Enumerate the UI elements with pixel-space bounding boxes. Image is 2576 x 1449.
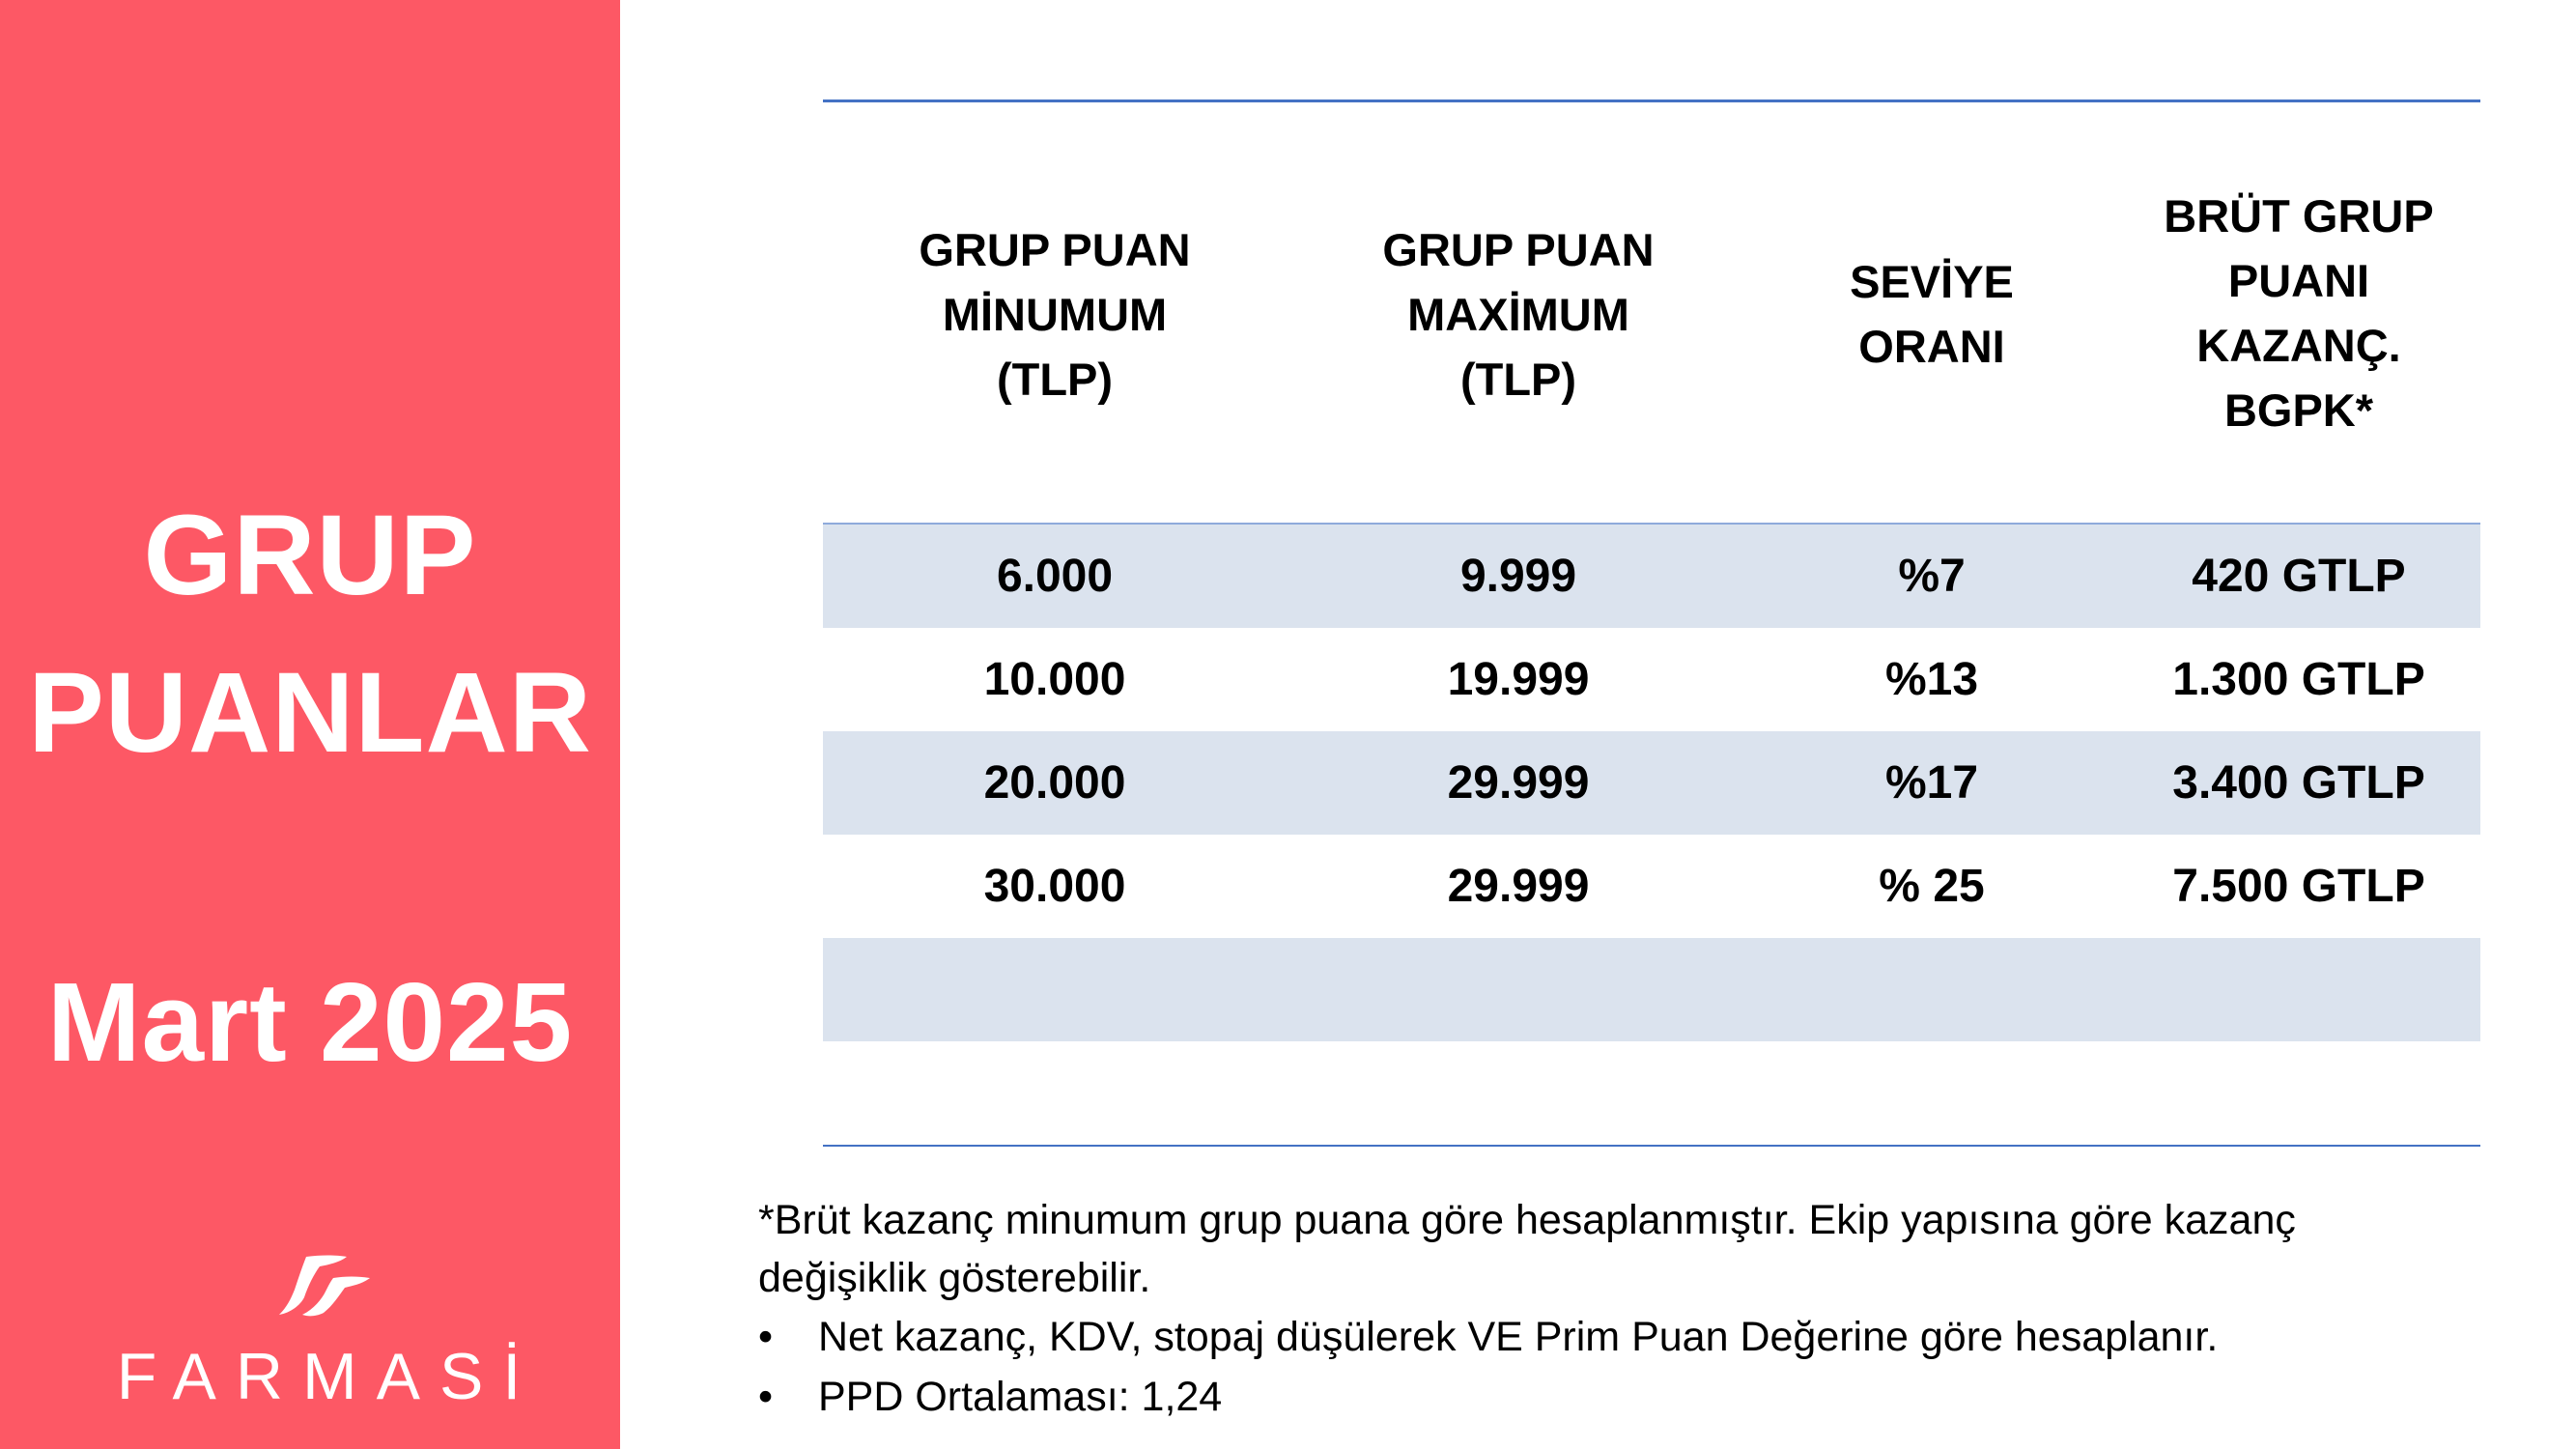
farmasi-logo-icon — [277, 1253, 372, 1317]
cell-earnings: 3.400 GTLP — [2172, 757, 2425, 809]
cell-rate: % 25 — [1879, 861, 1985, 912]
cell-max: 29.999 — [1447, 757, 1590, 809]
table-row — [823, 628, 2480, 731]
bullet-marker: • — [758, 1314, 774, 1360]
table-bottom-rule — [823, 1145, 2480, 1147]
table-row — [823, 525, 2480, 628]
table-top-rule — [823, 99, 2480, 102]
header-level-rate: SEVİYE ORANI — [1850, 256, 2014, 372]
table-row-empty — [823, 938, 2480, 1041]
period-label: Mart 2025 — [46, 959, 574, 1085]
cell-max — [1345, 938, 1692, 1041]
cell-rate: %7 — [1898, 551, 1966, 602]
cell-earnings: 420 GTLP — [2192, 551, 2406, 602]
cell-min — [881, 938, 1229, 1041]
page-title-line2: PUANLAR — [28, 649, 592, 777]
cell-max: 19.999 — [1447, 654, 1590, 705]
brand-wordmark: FARMASİ — [116, 1340, 541, 1413]
cell-max: 29.999 — [1447, 861, 1590, 912]
cell-earnings: 1.300 GTLP — [2172, 654, 2425, 705]
bullet-text: PPD Ortalaması: 1,24 — [818, 1374, 1223, 1420]
bullet-marker: • — [758, 1374, 774, 1420]
cell-rate: %13 — [1884, 654, 1979, 705]
footnote: *Brüt kazanç minumum grup puana göre hesaplanmıştır. Ekip yapısına göre kazanç değişiklik gösterebilir. — [758, 1197, 2296, 1301]
cell-rate: %17 — [1884, 757, 1979, 809]
cell-min: 10.000 — [983, 654, 1126, 705]
header-max-points: GRUP PUAN MAXİMUM (TLP) — [1382, 224, 1655, 405]
cell-min: 20.000 — [983, 757, 1126, 809]
table-row — [823, 835, 2480, 938]
page-title-line1: GRUP — [143, 492, 477, 619]
cell-min: 30.000 — [983, 861, 1126, 912]
bullet-text: Net kazanç, KDV, stopaj düşülerek VE Prim Puan Değerine göre hesaplanır. — [818, 1314, 2219, 1360]
cell-max: 9.999 — [1459, 551, 1577, 602]
header-min-points: GRUP PUAN MİNUMUM (TLP) — [919, 224, 1191, 405]
header-gross-earnings: BRÜT GRUP PUANI KAZANÇ. BGPK* — [2164, 190, 2434, 436]
cell-rate — [1787, 938, 2077, 1041]
sidebar-panel — [0, 0, 620, 1449]
table-row — [823, 731, 2480, 835]
cell-min: 6.000 — [996, 551, 1114, 602]
cell-earnings: 7.500 GTLP — [2172, 861, 2425, 912]
cell-earnings — [2125, 938, 2473, 1041]
